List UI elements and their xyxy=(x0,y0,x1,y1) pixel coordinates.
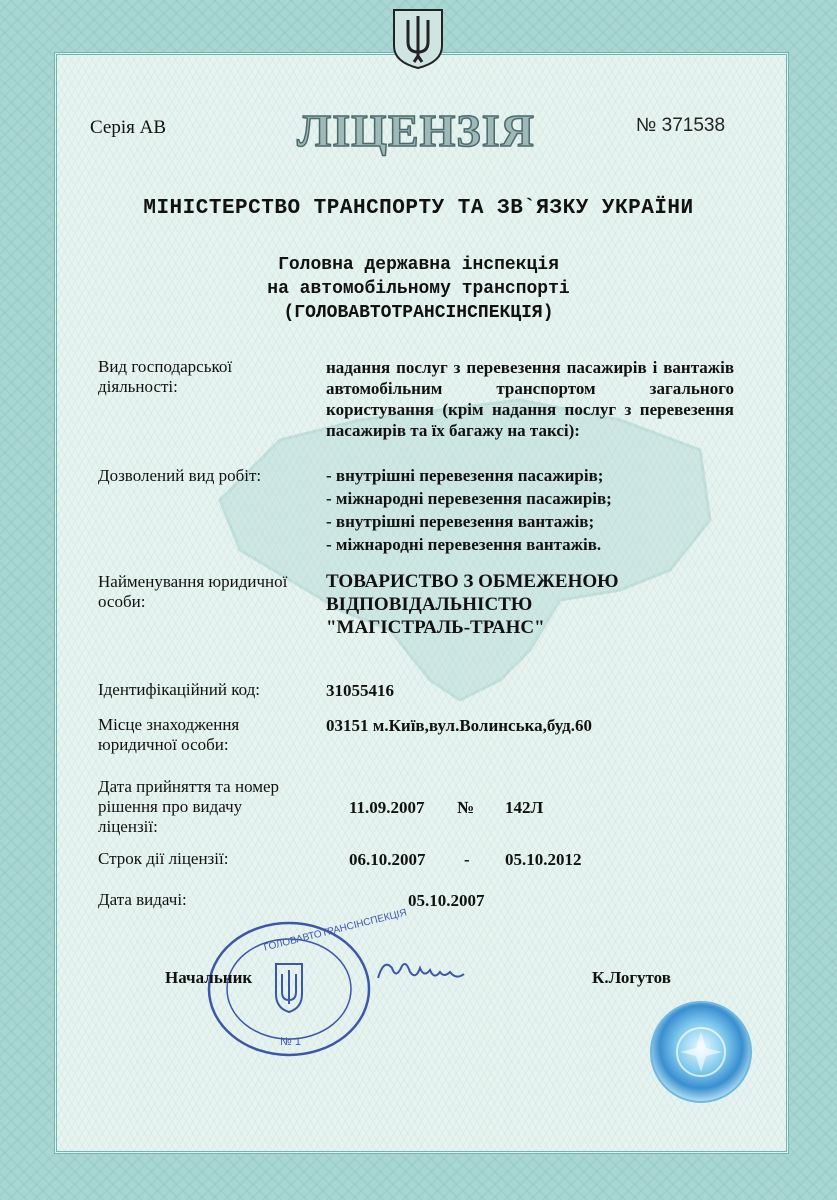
coat-of-arms-icon xyxy=(390,6,446,70)
ministry-name: МІНІСТЕРСТВО ТРАНСПОРТУ ТА ЗВ`ЯЗКУ УКРАЇНИ xyxy=(143,197,694,220)
decision-number-sign: № xyxy=(457,798,475,817)
company-name-line-2: ВІДПОВІДАЛЬНІСТЮ xyxy=(326,594,533,615)
work-item: - міжнародні перевезення пасажирів; xyxy=(326,489,612,508)
work-item: - внутрішні перевезення пасажирів; xyxy=(326,466,604,485)
work-item: - міжнародні перевезення вантажів. xyxy=(326,535,602,554)
company-name-line-1: ТОВАРИСТВО З ОБМЕЖЕНОЮ xyxy=(326,571,619,592)
inspection-line-3: (ГОЛОВАВТОТРАНСІНСПЕКЦІЯ) xyxy=(283,303,554,323)
id-code-label: Ідентифікаційний код: xyxy=(98,680,261,699)
work-item: - внутрішні перевезення вантажів; xyxy=(326,512,595,531)
signatory-name: К.Логутов xyxy=(592,968,671,987)
seal-number: № 1 xyxy=(280,1036,301,1048)
company-name-line-3: "МАГІСТРАЛЬ-ТРАНС" xyxy=(326,617,545,638)
term-label: Строк дії ліцензії: xyxy=(98,849,229,868)
handwritten-signature xyxy=(372,950,472,990)
activity-label-line-2: діяльності: xyxy=(98,377,178,396)
decision-number: 142Л xyxy=(505,798,544,817)
decision-label-line-2: рішення про видачу xyxy=(98,797,243,816)
decision-label-line-1: Дата прийняття та номер xyxy=(98,777,280,796)
series-label: Серія АВ xyxy=(90,117,166,138)
document-title: ЛІЦЕНЗІЯ xyxy=(297,105,535,156)
activity-value: надання послуг з перевезення пасажирів і вантажів автомобільним транспортом загального користування (крім надання послуг з перевезення пасажирів та їх багажу на таксі): xyxy=(326,358,734,440)
seal-text: ГОЛОВАВТОТРАНСІНСПЕКЦІЯ xyxy=(262,907,408,954)
company-label-line-1: Найменування юридичної xyxy=(98,572,288,591)
location-value: 03151 м.Київ,вул.Волинська,буд.60 xyxy=(326,716,593,735)
location-label-line-2: юридичної особи: xyxy=(98,735,229,754)
inspection-line-2: на автомобільному транспорті xyxy=(267,279,570,299)
id-code-value: 31055416 xyxy=(326,681,394,700)
inspection-line-1: Головна державна інспекція xyxy=(278,255,559,275)
issue-date-label: Дата видачі: xyxy=(98,890,187,909)
activity-label-line-1: Вид господарської xyxy=(98,357,233,376)
decision-date: 11.09.2007 xyxy=(349,798,425,817)
company-label-line-2: особи: xyxy=(98,592,146,611)
works-label: Дозволений вид робіт: xyxy=(98,466,262,485)
hologram-sticker xyxy=(648,1000,754,1104)
term-to: 05.10.2012 xyxy=(505,850,582,869)
signatory-position: Начальник xyxy=(165,968,253,987)
term-dash: - xyxy=(464,850,470,869)
decision-label-line-3: ліцензії: xyxy=(98,817,158,836)
document-number: № 371538 xyxy=(636,115,726,136)
location-label-line-1: Місце знаходження xyxy=(98,715,240,734)
term-from: 06.10.2007 xyxy=(349,850,426,869)
issue-date: 05.10.2007 xyxy=(408,891,485,910)
